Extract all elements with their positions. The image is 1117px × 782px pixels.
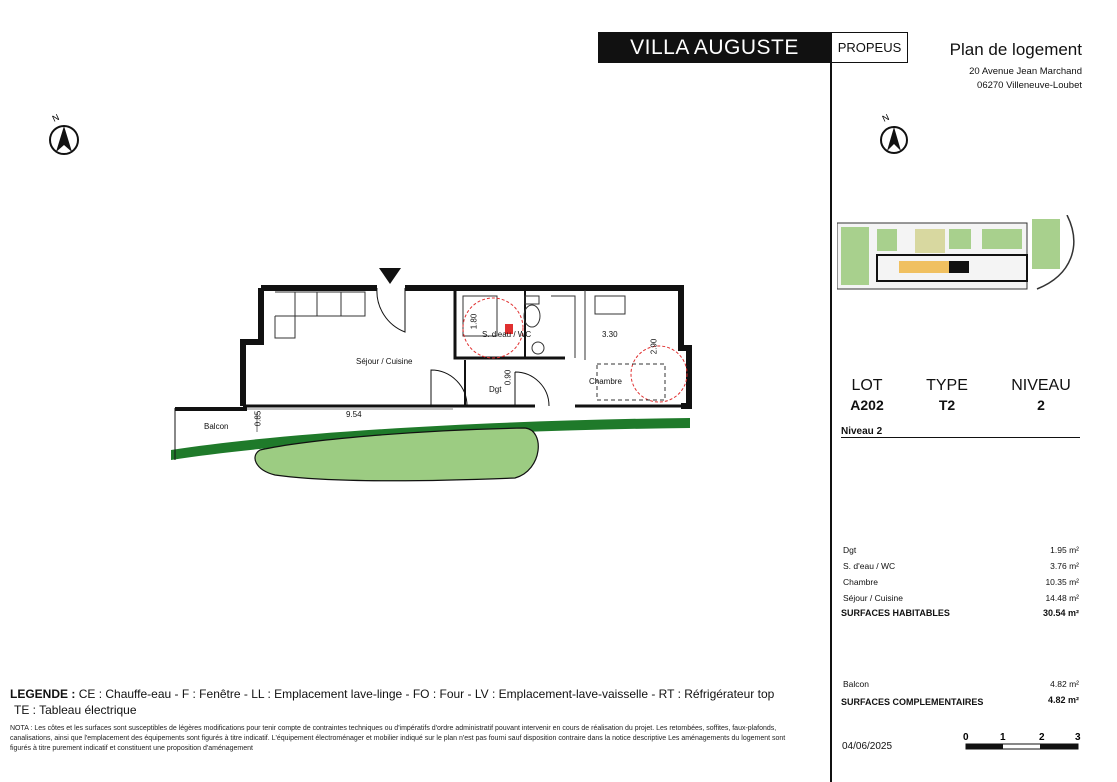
surface-label: Dgt [843, 545, 857, 555]
north-label-small: N [880, 112, 891, 124]
niveau-header: NIVEAU [1011, 377, 1071, 394]
surface-label: Chambre [843, 577, 878, 587]
site-plan-thumbnail [837, 215, 1085, 293]
north-label: N [50, 112, 61, 124]
brand-logo: PROPEUS [831, 32, 908, 63]
dimension-label: 0.85 [253, 410, 263, 427]
legend-title: LEGENDE : [10, 687, 76, 701]
surface-label: Séjour / Cuisine [843, 593, 904, 603]
complementary-value: 4.82 m² [1050, 679, 1079, 689]
address-line-1: 20 Avenue Jean Marchand [969, 66, 1082, 77]
project-title: VILLA AUGUSTE [598, 32, 831, 63]
lot-header: LOT [851, 377, 883, 394]
dimension-label: 1.80 [469, 313, 479, 330]
complementary-total-value: 4.82 m² [1047, 695, 1079, 705]
legend-items: CE : Chauffe-eau - F : Fenêtre - LL : Emplacement lave-linge - FO : Four - LV : Emplacement-lave-vaisselle - RT : Réfrigérateur top [78, 687, 775, 701]
room-label-dgt: Dgt [489, 385, 502, 394]
dimension-label: 3.30 [602, 330, 618, 339]
type-header: TYPE [926, 377, 968, 394]
complementary-total-label: SURFACES COMPLEMENTAIRES [841, 697, 984, 707]
address-line-2: 06270 Villeneuve-Loubet [977, 80, 1082, 91]
scale-tick: 2 [1039, 732, 1045, 743]
scale-tick: 3 [1075, 732, 1081, 743]
room-label-balcon: Balcon [204, 422, 229, 431]
scale-tick: 0 [963, 732, 969, 743]
room-label-chambre: Chambre [589, 377, 622, 386]
floor-plan [165, 260, 705, 485]
north-arrow-small-icon [874, 112, 914, 160]
doc-title: Plan de logement [949, 40, 1082, 59]
dimension-label: 2.90 [649, 338, 659, 355]
surface-value: 14.48 m² [1045, 593, 1079, 603]
surfaces-total-value: 30.54 m² [1042, 608, 1079, 618]
complementary-label: Balcon [843, 679, 869, 689]
nota-text: NOTA : Les côtes et les surfaces sont susceptibles de légères modifications pour tenir compte de contraintes techniques ou d'impératifs d'ordre administratif pouvant intervenir en cours de réalisation du projet. Les retombées, soffites, faux-plafonds, canalisations, ainsi que l'emplacement des équipements sont figurés à titre indicatif. L'équipement électroménager et mobilier indiqué sur le plan n'est pas fourni sauf disposition contraire dans la notice descriptive Les aménagements du logement sont figurés à titre purement indicatif et constituent une proposition d'aménagement [10, 725, 786, 752]
entry-arrow-icon [379, 268, 401, 284]
room-label-sdeau: S. d'eau / WC [482, 330, 532, 339]
dimension-label: 9.54 [346, 410, 362, 419]
lot-value: A202 [850, 397, 884, 413]
surface-value: 3.76 m² [1050, 561, 1079, 571]
plan-date: 04/06/2025 [842, 741, 893, 752]
niveau-value: 2 [1037, 397, 1045, 413]
scale-tick: 1 [1000, 732, 1006, 743]
dimension-label: 0.90 [503, 369, 513, 386]
surface-value: 1.95 m² [1050, 545, 1079, 555]
surface-value: 10.35 m² [1045, 577, 1079, 587]
surfaces-total-label: SURFACES HABITABLES [841, 608, 950, 618]
surface-label: S. d'eau / WC [843, 561, 896, 571]
niveau-section-title: Niveau 2 [841, 426, 883, 437]
legend-items-2: TE : Tableau électrique [14, 703, 137, 717]
scale-bar [960, 731, 1085, 755]
niveau-divider [841, 437, 1080, 438]
room-label-sejour: Séjour / Cuisine [356, 357, 413, 366]
north-arrow-icon [44, 112, 84, 160]
type-value: T2 [938, 397, 956, 413]
legend [10, 686, 810, 718]
